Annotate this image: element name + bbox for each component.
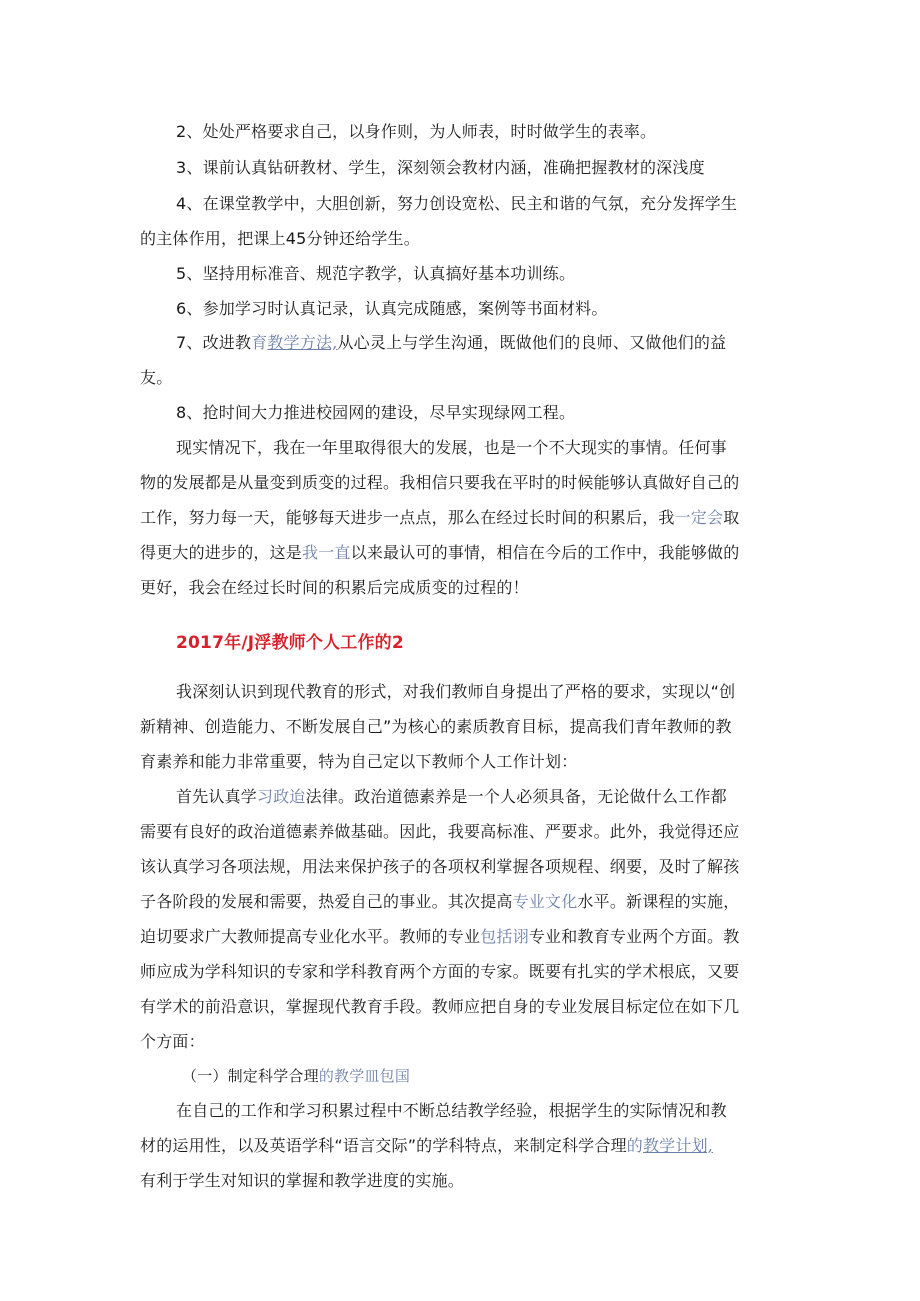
list-item-5: 5、坚持用标准音、规范字教学，认真搞好基本功训练。	[176, 264, 576, 283]
plan-line-5-rest: 专业和教育专业两个方面。教	[528, 927, 740, 946]
teaching-plan-link[interactable]: 教学计划,	[642, 1136, 714, 1155]
plan-line-1	[176, 787, 727, 807]
intro-line-1: 我深刻认识到现代教育的形式，对我们教师自身提出了严格的要求，实现以“创	[176, 682, 736, 701]
plan-line-5	[140, 927, 739, 947]
reflection-line-4-end: 以来最认可的事情，相信在今后的工作中，我能够做的	[350, 543, 740, 562]
professional-culture-link[interactable]: 专业文化	[512, 892, 578, 911]
plan-line-1-text: 首先认真学	[176, 787, 258, 806]
reflection-line-4	[140, 543, 739, 563]
politics-link[interactable]: 习政迨	[257, 787, 306, 806]
plan-line-5-text: 迫切要求广大教师提高专业化水平。教师的专业	[140, 927, 481, 946]
plan-line-1-rest: 法律。政治道德素养是一个人必须具备，无论做什么工作都	[305, 787, 727, 806]
practice-line-3: 有利于学生对知识的掌握和教学进度的实施。	[140, 1171, 465, 1190]
reflection-line-2: 物的发展都是从量变到质变的过程。我相信只要我在平时的时候能够认真做好自己的	[140, 473, 740, 492]
always-link[interactable]: 我一直	[302, 543, 351, 562]
includes-link[interactable]: 包括诩	[480, 927, 529, 946]
plan-line-6: 师应成为学科知识的专家和学科教育两个方面的专家。既要有扎实的学术根底，又要	[140, 962, 740, 981]
list-item-3: 3、课前认真钻研教材、学生，深刻领会教材内涵，准确把握教材的深浅度	[176, 158, 705, 177]
reflection-line-4-text: 得更大的进步的，这是	[140, 543, 303, 562]
practice-line-2	[140, 1136, 713, 1156]
list-item-4: 4、在课堂教学中，大胆创新，努力创设宽松、民主和谐的气氛，充分发挥学生	[176, 194, 738, 213]
list-item-8: 8、抢时间大力推进校园网的建设，尽早实现绿网工程。	[176, 403, 576, 422]
teaching-method-link-prefix[interactable]: 育	[251, 333, 268, 352]
practice-line-2-text: 材的运用性，以及英语学科“语言交际”的学科特点，来制定科学合理	[140, 1136, 627, 1155]
intro-line-2: 新精神、创造能力、不断发展自己”为核心的素质教育目标，提高我们青年教师的教	[140, 717, 732, 736]
teaching-plan-link-prefix[interactable]: 的	[626, 1136, 643, 1155]
reflection-line-3-text: 工作，努力每一天，能够每天进步一点点，那么在经过长时间的积累后，我	[140, 508, 675, 527]
plan-line-4-text: 子各阶段的发展和需要，热爱自己的事业。其次提高	[140, 892, 513, 911]
teaching-plan-link-garbled[interactable]: 的教学皿包国	[318, 1067, 411, 1085]
plan-line-7: 有学术的前沿意识，掌握现代教育手段。教师应把自身的专业发展目标定位在如下几	[140, 997, 740, 1016]
list-item-2: 2、处处严格要求自己，以身作则，为人师表，时时做学生的表率。	[176, 122, 657, 141]
intro-line-3: 育素养和能力非常重要，特为自己定以下教师个人工作计划：	[140, 752, 578, 771]
teaching-method-link[interactable]: 教学方法,	[267, 333, 338, 352]
plan-line-4	[140, 892, 739, 912]
subheading-1-text: （一）制定科学合理	[182, 1067, 319, 1085]
definitely-link[interactable]: 一定会	[674, 508, 724, 527]
plan-line-4-rest: 水平。新课程的实施，	[577, 892, 740, 911]
plan-line-3: 该认真学习各项法规，用法来保护孩子的各项权利掌握各项规程、纲要，及时了解孩	[140, 857, 740, 876]
list-item-7-text: 7、改进教	[176, 333, 252, 352]
plan-line-8: 个方面：	[140, 1032, 205, 1051]
list-item-6: 6、参加学习时认真记录，认真完成随感，案例等书面材料。	[176, 299, 608, 318]
subheading-1	[182, 1066, 410, 1086]
reflection-line-3-end: 取	[723, 508, 740, 527]
reflection-line-3	[140, 508, 739, 528]
list-item-4-cont: 的主体作用，把课上45分钟还给学生。	[140, 229, 420, 248]
plan-line-2: 需要有良好的政治道德素养做基础。因此，我要高标准、严要求。此外，我觉得还应	[140, 822, 740, 841]
section-heading: 2017年/J浮教师个人工作的2	[176, 633, 404, 653]
list-item-7-text-rest: 从心灵上与学生沟通，既做他们的良师、又做他们的益	[337, 333, 727, 352]
practice-line-1: 在自己的工作和学习积累过程中不断总结教学经验，根据学生的实际情况和教	[176, 1101, 727, 1120]
list-item-7-cont: 友。	[140, 368, 173, 387]
reflection-line-5: 更好，我会在经过长时间的积累后完成质变的过程的！	[140, 578, 529, 597]
reflection-line-1: 现实情况下，我在一年里取得很大的发展，也是一个不大现实的事情。任何事	[176, 438, 727, 457]
list-item-7	[176, 333, 726, 353]
